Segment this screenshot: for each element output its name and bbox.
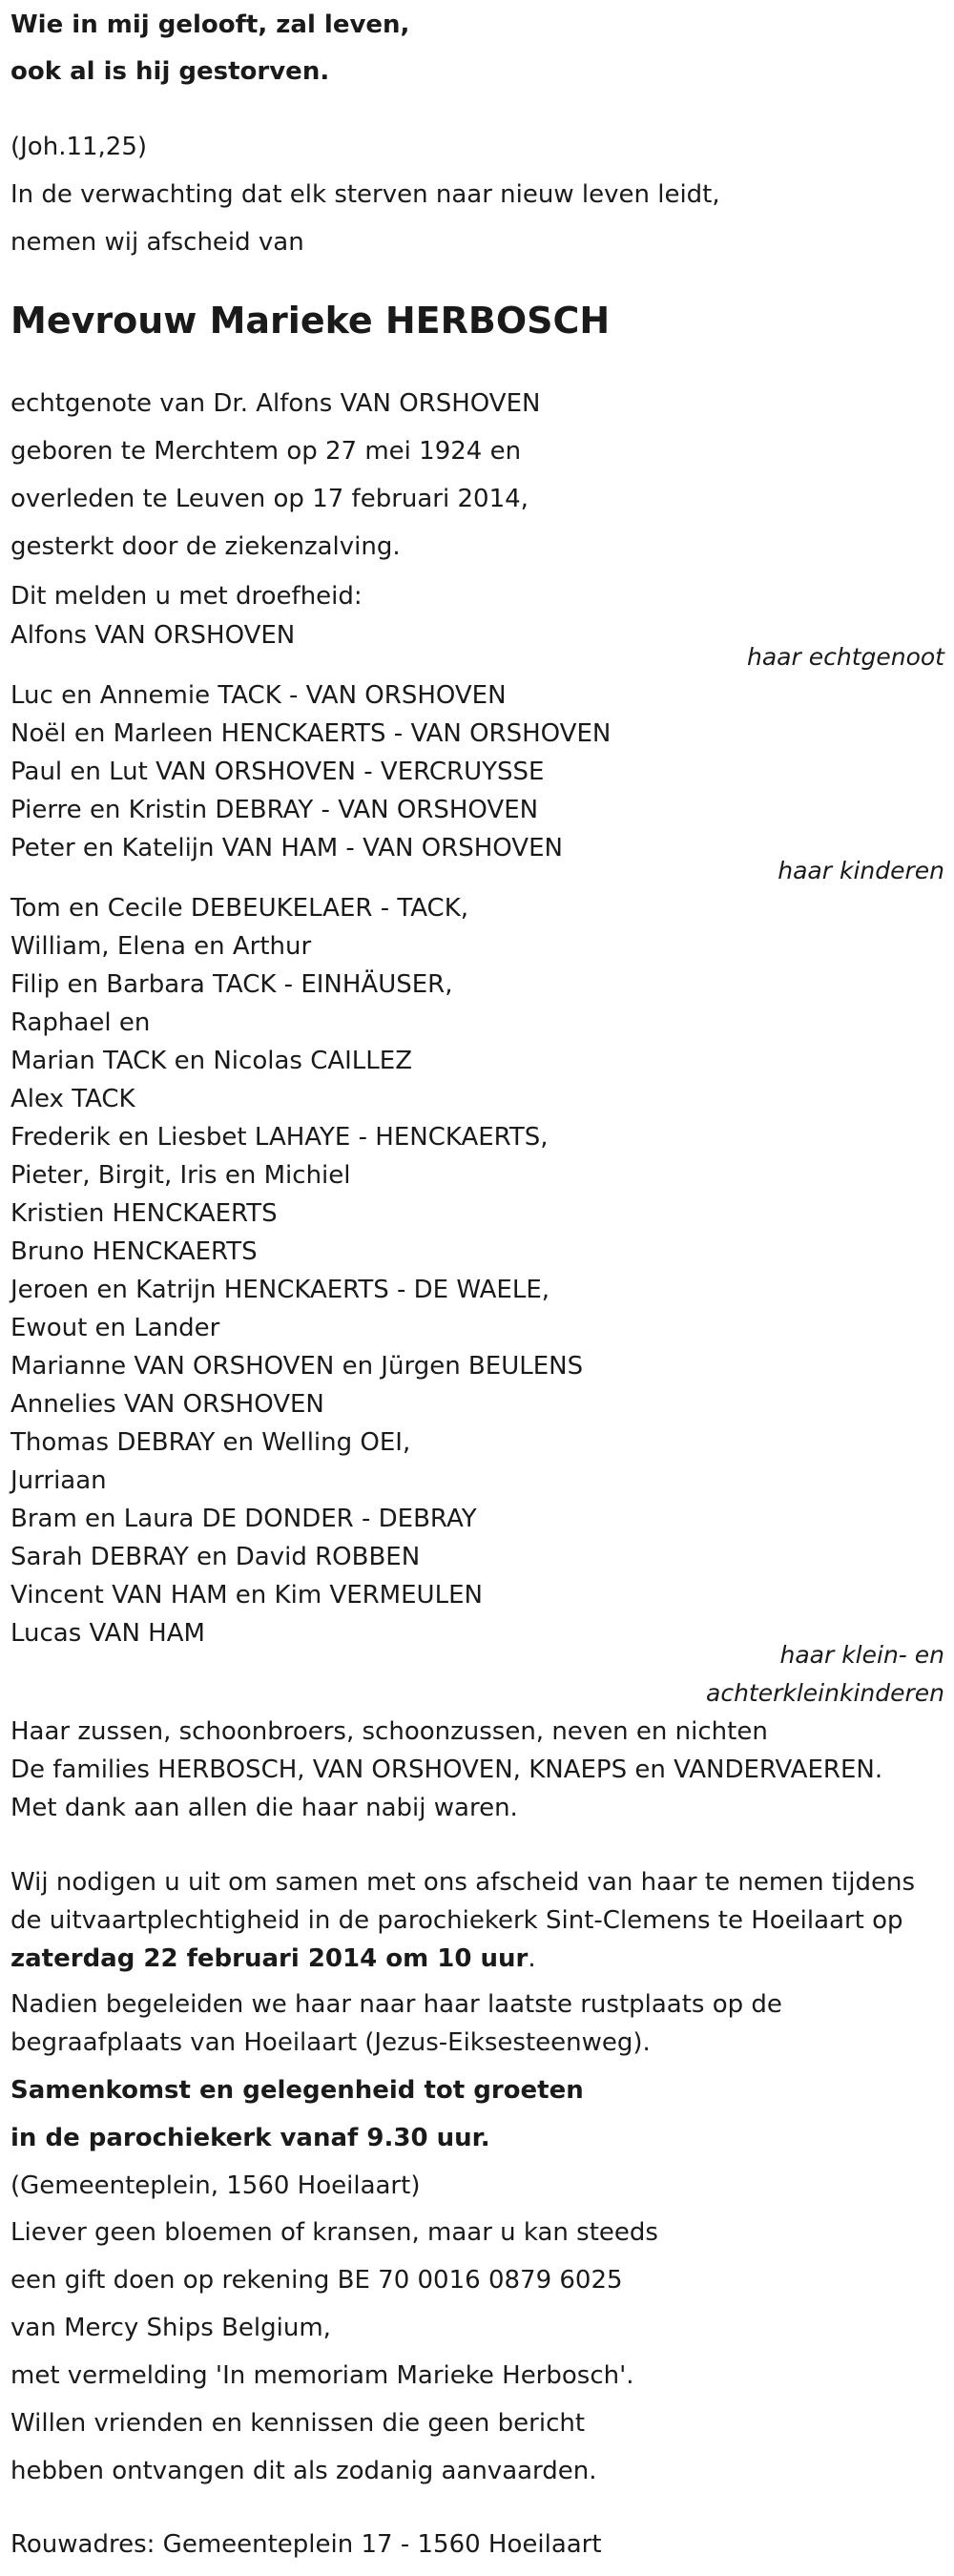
gathering-line-2: in de parochiekerk vanaf 9.30 uur.: [10, 2124, 490, 2152]
gift-line: met vermelding 'In memoriam Marieke Herbosch'.: [10, 2361, 634, 2390]
service-date: zaterdag 22 februari 2014 om 10 uur: [10, 1944, 529, 1973]
announcement: Dit melden u met droefheid:: [10, 582, 363, 611]
grandchild-line: Marianne VAN ORSHOVEN en Jürgen BEULENS: [10, 1352, 584, 1381]
grandchild-line: Sarah DEBRAY en David ROBBEN: [10, 1543, 421, 1571]
grandchild-line: Bram en Laura DE DONDER - DEBRAY: [10, 1505, 477, 1533]
child-line: Noël en Marleen HENCKAERTS - VAN ORSHOVEN: [10, 719, 612, 748]
invite-line: de uitvaartplechtigheid in de parochiekerk Sint-Clemens te Hoeilaart op: [10, 1906, 903, 1935]
motto-line-2: ook al is hij gestorven.: [10, 57, 330, 86]
spouse-name: Alfons VAN ORSHOVEN: [10, 621, 296, 650]
grandchild-line: Filip en Barbara TACK - EINHÄUSER,: [10, 970, 453, 999]
detail-line: overleden te Leuven op 17 februari 2014,: [10, 485, 529, 513]
children-role: haar kinderen: [778, 857, 944, 884]
grandchild-line: Lucas VAN HAM: [10, 1619, 205, 1648]
child-line: Peter en Katelijn VAN HAM - VAN ORSHOVEN: [10, 834, 563, 862]
burial-line: Nadien begeleiden we haar naar haar laatste rustplaats op de: [10, 1990, 782, 2019]
grandchild-line: Marian TACK en Nicolas CAILLEZ: [10, 1047, 413, 1075]
grandchild-line: Frederik en Liesbet LAHAYE - HENCKAERTS,: [10, 1123, 549, 1152]
gift-line: van Mercy Ships Belgium,: [10, 2314, 331, 2342]
service-date-line: [10, 1942, 536, 1976]
gathering-address: (Gemeenteplein, 1560 Hoeilaart): [10, 2171, 421, 2200]
family-line: Haar zussen, schoonbroers, schoonzussen, neven en nichten: [10, 1717, 768, 1746]
child-line: Luc en Annemie TACK - VAN ORSHOVEN: [10, 681, 507, 710]
deceased-name: Mevrouw Marieke HERBOSCH: [10, 300, 611, 342]
grandchild-line: Pieter, Birgit, Iris en Michiel: [10, 1161, 351, 1190]
gift-line: Willen vrienden en kennissen die geen bericht: [10, 2409, 586, 2438]
gift-line: hebben ontvangen dit als zodanig aanvaarden.: [10, 2457, 597, 2485]
family-line: Met dank aan allen die haar nabij waren.: [10, 1794, 518, 1822]
motto-line-1: Wie in mij gelooft, zal leven,: [10, 10, 410, 39]
burial-line: begraafplaats van Hoeilaart (Jezus-Eiksesteenweg).: [10, 2028, 651, 2057]
family-line: De families HERBOSCH, VAN ORSHOVEN, KNAEPS en VANDERVAEREN.: [10, 1755, 883, 1784]
grandchild-line: Ewout en Lander: [10, 1314, 220, 1342]
mourning-address: Rouwadres: Gemeenteplein 17 - 1560 Hoeilaart: [10, 2530, 602, 2559]
grandchild-line: Alex TACK: [10, 1085, 135, 1113]
grandchild-line: Raphael en: [10, 1008, 151, 1037]
grandchild-line: Thomas DEBRAY en Welling OEI,: [10, 1428, 411, 1457]
grandchild-line: Bruno HENCKAERTS: [10, 1237, 258, 1266]
grandchildren-role-line-2: achterkleinkinderen: [706, 1679, 944, 1707]
gathering-line-1: Samenkomst en gelegenheid tot groeten: [10, 2076, 584, 2105]
child-line: Paul en Lut VAN ORSHOVEN - VERCRUYSSE: [10, 758, 545, 786]
gift-line: een gift doen op rekening BE 70 0016 0879 6025: [10, 2266, 623, 2295]
grandchild-line: Jurriaan: [10, 1466, 107, 1495]
service-date-end: .: [528, 1944, 536, 1973]
detail-line: echtgenote van Dr. Alfons VAN ORSHOVEN: [10, 389, 541, 418]
spouse-role: haar echtgenoot: [747, 643, 944, 671]
detail-line: geboren te Merchtem op 27 mei 1924 en: [10, 437, 522, 466]
grandchild-line: Jeroen en Katrijn HENCKAERTS - DE WAELE,: [10, 1276, 550, 1304]
intro-line-1: In de verwachting dat elk sterven naar nieuw leven leidt,: [10, 180, 720, 209]
detail-line: gesterkt door de ziekenzalving.: [10, 532, 401, 561]
bible-reference: (Joh.11,25): [10, 133, 148, 161]
grandchild-line: Kristien HENCKAERTS: [10, 1199, 278, 1228]
grandchild-line: Tom en Cecile DEBEUKELAER - TACK,: [10, 894, 469, 923]
invite-line: Wij nodigen u uit om samen met ons afscheid van haar te nemen tijdens: [10, 1868, 916, 1897]
grandchildren-role-line-1: haar klein- en: [779, 1641, 944, 1669]
child-line: Pierre en Kristin DEBRAY - VAN ORSHOVEN: [10, 796, 539, 824]
gift-line: Liever geen bloemen of kransen, maar u kan steeds: [10, 2218, 658, 2247]
grandchild-line: Annelies VAN ORSHOVEN: [10, 1390, 324, 1419]
grandchild-line: Vincent VAN HAM en Kim VERMEULEN: [10, 1581, 483, 1610]
grandchild-line: William, Elena en Arthur: [10, 932, 312, 961]
intro-line-2: nemen wij afscheid van: [10, 228, 304, 257]
